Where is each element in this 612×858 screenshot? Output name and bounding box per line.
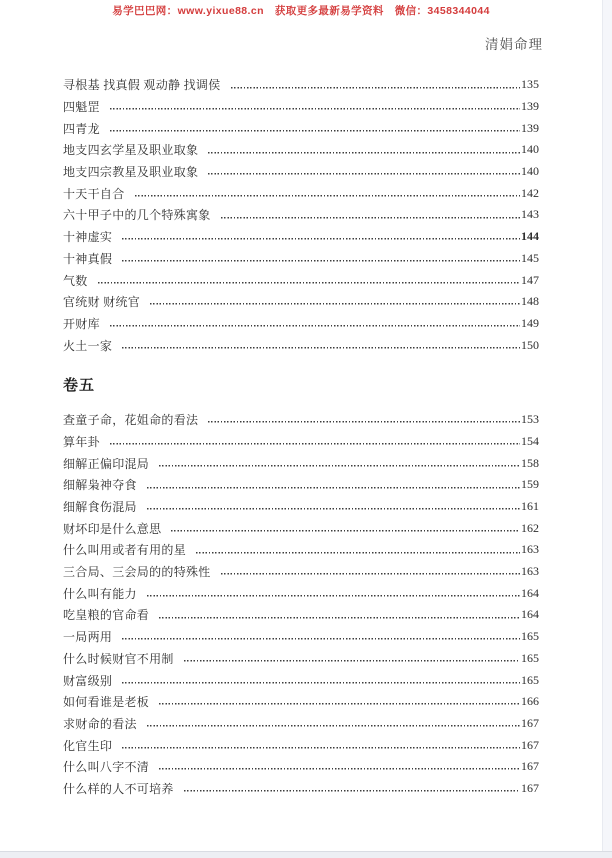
- toc-entry-page: 143: [521, 207, 539, 222]
- toc-entry-page: 166: [521, 694, 539, 709]
- dotted-leader: [147, 496, 520, 518]
- toc-entry: [63, 474, 539, 496]
- dotted-leader: [184, 648, 520, 670]
- toc-entry-title: 十天干自合: [63, 186, 125, 201]
- toc-entry: [63, 756, 539, 778]
- toc-entry-title: 开财库: [63, 316, 100, 331]
- toc-entry-title: 财坏印是什么意思: [63, 521, 162, 536]
- toc-entry: [63, 561, 539, 583]
- toc-entry: [63, 452, 539, 474]
- toc-entry-page: 135: [521, 77, 539, 92]
- toc-entry-title: 细解正偏印混局: [63, 456, 150, 471]
- toc-entry: [63, 269, 539, 291]
- dotted-leader: [208, 161, 520, 183]
- toc-entry-page: 164: [521, 607, 539, 622]
- dotted-leader: [110, 431, 520, 453]
- toc-entry: [63, 161, 539, 183]
- toc-entry-title: 什么叫八字不清: [63, 760, 150, 775]
- toc-entry-title: 六十甲子中的几个特殊寓象: [63, 208, 211, 223]
- dotted-leader: [110, 313, 520, 335]
- dotted-leader: [159, 691, 520, 713]
- toc-entry-title: 算年卦: [63, 434, 100, 449]
- toc-entry-page: 167: [521, 780, 539, 795]
- toc-entry: [63, 539, 539, 561]
- toc-entry-page: 144: [521, 229, 539, 244]
- toc-entry-page: 162: [521, 520, 539, 535]
- toc-entry-page: 145: [521, 250, 539, 265]
- dotted-leader: [110, 96, 520, 118]
- section-heading: 卷五: [63, 377, 96, 394]
- toc-entry-title: 地支四宗教星及职业取象: [63, 165, 199, 180]
- toc-entry: [63, 496, 539, 518]
- toc-entry: [63, 334, 539, 356]
- toc-entry-page: 161: [521, 499, 539, 514]
- toc-entry: [63, 582, 539, 604]
- toc-entry: [63, 431, 539, 453]
- toc: [63, 74, 539, 799]
- dotted-leader: [171, 517, 520, 539]
- toc-entry-page: 163: [521, 542, 539, 557]
- dotted-leader: [147, 474, 520, 496]
- toc-entry-title: 官统财 财统官: [63, 295, 141, 310]
- toc-entry: [63, 604, 539, 626]
- toc-entry: [63, 248, 539, 270]
- toc-entry-page: 165: [521, 650, 539, 665]
- dotted-leader: [122, 734, 520, 756]
- dotted-leader: [122, 334, 520, 356]
- dotted-leader: [159, 452, 520, 474]
- toc-entry-page: 167: [521, 759, 539, 774]
- toc-entry: [63, 139, 539, 161]
- toc-entry: [63, 626, 539, 648]
- toc-entry-title: 十神真假: [63, 251, 113, 266]
- toc-entry-page: 149: [521, 315, 539, 330]
- dotted-leader: [221, 561, 520, 583]
- toc-entry-title: 一局两用: [63, 630, 113, 645]
- toc-entry: [63, 517, 539, 539]
- toc-entry-title: 什么叫用或者有用的星: [63, 543, 187, 558]
- toc-entry-page: 148: [521, 294, 539, 309]
- toc-entry-title: 十神虚实: [63, 230, 113, 245]
- toc-entry-title: 四魁罡: [63, 100, 100, 115]
- dotted-leader: [147, 582, 520, 604]
- toc-entry-page: 147: [521, 272, 539, 287]
- dotted-leader: [208, 409, 520, 431]
- dotted-leader: [122, 226, 520, 248]
- toc-entry-page: 167: [521, 715, 539, 730]
- dotted-leader: [159, 756, 520, 778]
- toc-entry-title: 财富级别: [63, 673, 113, 688]
- toc-entry-page: 139: [521, 120, 539, 135]
- dotted-leader: [122, 669, 520, 691]
- dotted-leader: [122, 248, 520, 270]
- toc-entry-title: 寻根基 找真假 观动静 找调侯: [63, 78, 221, 93]
- toc-entry-page: 164: [521, 585, 539, 600]
- toc-entry-page: 159: [521, 477, 539, 492]
- toc-entry-page: 154: [521, 433, 539, 448]
- toc-entry: [63, 669, 539, 691]
- dotted-leader: [221, 204, 520, 226]
- dotted-leader: [184, 778, 520, 800]
- dotted-leader: [159, 604, 520, 626]
- toc-entry-title: 求财命的看法: [63, 716, 137, 731]
- toc-entry: [63, 734, 539, 756]
- toc-entry: [63, 648, 539, 670]
- toc-entry: [63, 313, 539, 335]
- promo-watermark-header: 易学巴巴网：www.yixue88.cn 获取更多最新易学资料 微信：3458344044: [112, 5, 490, 17]
- toc-entry: [63, 226, 539, 248]
- toc-entry: [63, 182, 539, 204]
- toc-entry: [63, 713, 539, 735]
- toc-entry-title: 细解枭神夺食: [63, 478, 137, 493]
- viewer-bottom-gutter: [0, 851, 612, 858]
- dotted-leader: [135, 182, 520, 204]
- toc-entry-title: 地支四玄学星及职业取象: [63, 143, 199, 158]
- toc-entry-page: 165: [521, 629, 539, 644]
- toc-entry-page: 158: [521, 455, 539, 470]
- dotted-leader: [147, 713, 520, 735]
- toc-entry-title: 如何看谁是老板: [63, 695, 150, 710]
- toc-entry-page: 139: [521, 99, 539, 114]
- toc-entry-page: 165: [521, 672, 539, 687]
- toc-entry: [63, 74, 539, 96]
- toc-entry-title: 查童子命，花姐命的看法: [63, 413, 199, 428]
- toc-entry-title: 什么样的人不可培养: [63, 781, 174, 796]
- dotted-leader: [110, 117, 520, 139]
- dotted-leader: [98, 269, 520, 291]
- toc-entry-page: 142: [521, 185, 539, 200]
- toc-entry-title: 气数: [63, 273, 88, 288]
- toc-entry-title: 三合局、三会局的的特殊性: [63, 565, 211, 580]
- dotted-leader: [208, 139, 520, 161]
- toc-entry-title: 细解食伤混局: [63, 500, 137, 515]
- toc-entry-page: 167: [521, 737, 539, 752]
- toc-entry-title: 四青龙: [63, 121, 100, 136]
- toc-entry: [63, 409, 539, 431]
- toc-entry: [63, 778, 539, 800]
- toc-entry-title: 什么叫有能力: [63, 586, 137, 601]
- toc-entry: [63, 117, 539, 139]
- dotted-leader: [150, 291, 520, 313]
- toc-entry-title: 什么时候财官不用制: [63, 651, 174, 666]
- toc-entry: [63, 691, 539, 713]
- dotted-leader: [122, 626, 520, 648]
- toc-entry-page: 150: [521, 337, 539, 352]
- toc-entry-page: 163: [521, 564, 539, 579]
- toc-entry: [63, 291, 539, 313]
- toc-entry: [63, 96, 539, 118]
- dotted-leader: [196, 539, 520, 561]
- toc-entry: [63, 204, 539, 226]
- viewer-right-gutter: [602, 0, 612, 851]
- toc-entry-title: 吃皇粮的官命看: [63, 608, 150, 623]
- toc-entry-title: 化官生印: [63, 738, 113, 753]
- toc-entry-page: 140: [521, 164, 539, 179]
- book-title: 清娟命理: [485, 37, 543, 52]
- toc-entry-page: 153: [521, 412, 539, 427]
- dotted-leader: [231, 74, 520, 96]
- toc-entry-page: 140: [521, 142, 539, 157]
- toc-entry-title: 火土一家: [63, 338, 113, 353]
